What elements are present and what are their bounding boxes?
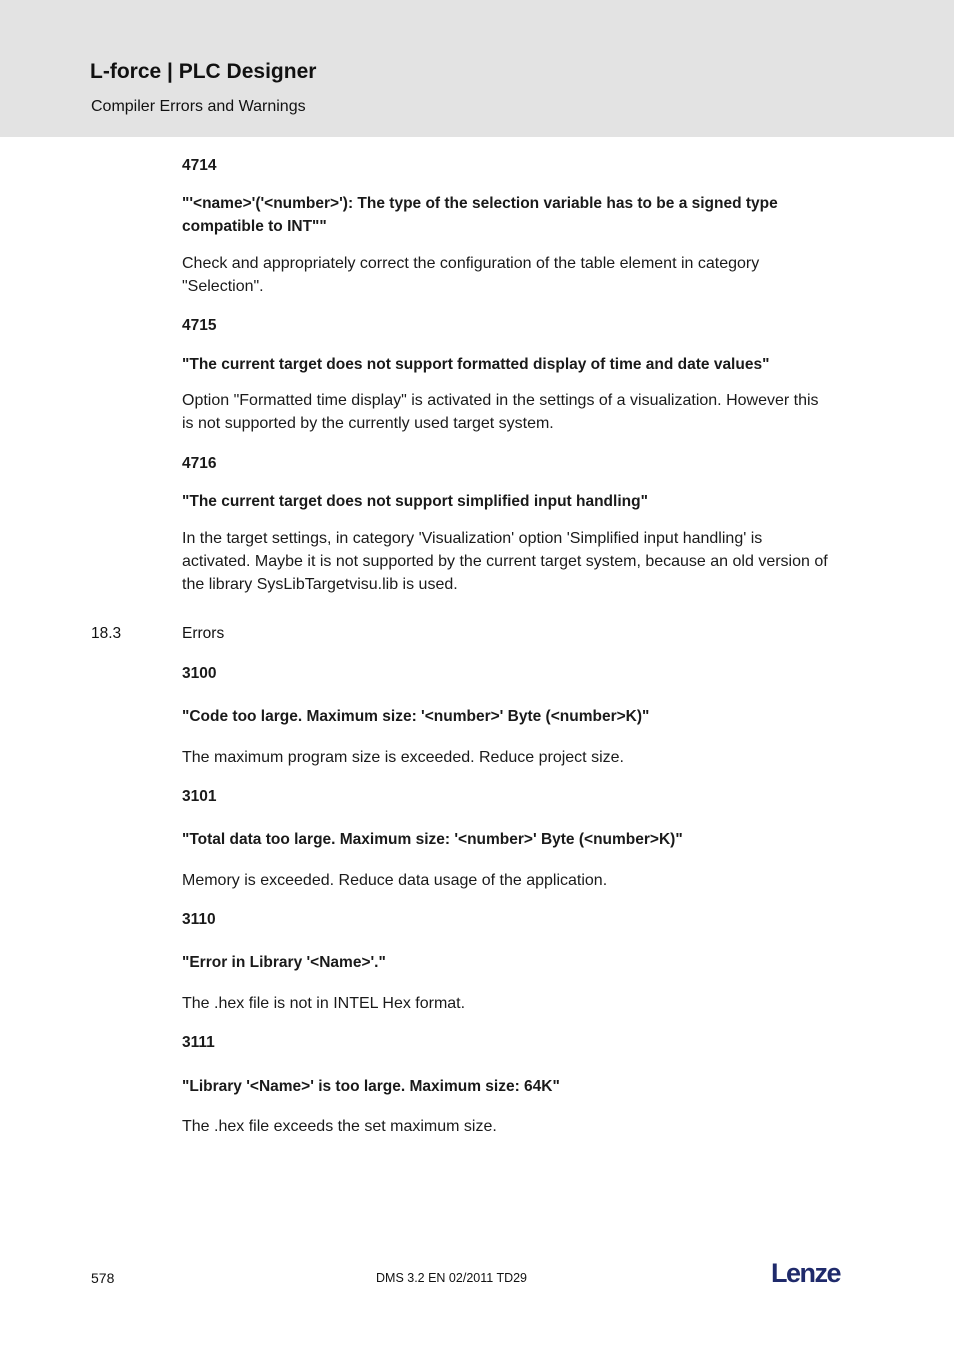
error-message: "Library '<Name>' is too large. Maximum size: 64K"	[182, 1078, 560, 1095]
warning-message: "'<name>'('<number>'): The type of the selection variable has to be a signed type compatible to INT""	[182, 195, 778, 235]
warning-description: Option "Formatted time display" is activated in the settings of a visualization. However this is not supported by the currently used target system.	[182, 392, 819, 432]
error-description: The .hex file is not in INTEL Hex format.	[182, 995, 466, 1012]
error-message: "Code too large. Maximum size: '<number>' Byte (<number>K)"	[182, 708, 650, 725]
document-title: L-force | PLC Designer	[90, 60, 317, 83]
section-title: Errors	[182, 625, 225, 642]
error-message: "Error in Library '<Name>'."	[182, 954, 386, 971]
warning-code: 4715	[182, 317, 217, 334]
error-code: 3100	[182, 665, 217, 682]
warning-description: Check and appropriately correct the configuration of the table element in category "Selection".	[182, 255, 760, 295]
error-code: 3101	[182, 788, 217, 805]
warning-message: "The current target does not support simplified input handling"	[182, 493, 648, 510]
chapter-subtitle: Compiler Errors and Warnings	[91, 98, 306, 115]
warning-message: "The current target does not support formatted display of time and date values"	[182, 356, 770, 373]
lenze-logo	[771, 1259, 851, 1287]
lenze-logo-text: Lenze	[771, 1259, 841, 1287]
document-id: DMS 3.2 EN 02/2011 TD29	[376, 1271, 528, 1285]
warning-description: In the target settings, in category 'Visualization' option 'Simplified input handling' is activated. Maybe it is not supported by the current target system, because an old version of the library SysLibTargetvisu.lib is used.	[182, 530, 828, 593]
error-description: The maximum program size is exceeded. Reduce project size.	[182, 749, 624, 766]
error-code: 3110	[182, 911, 216, 928]
page-header	[0, 0, 954, 137]
section-number: 18.3	[91, 625, 122, 642]
warning-code: 4716	[182, 455, 217, 472]
warning-code: 4714	[182, 157, 217, 174]
error-description: The .hex file exceeds the set maximum size.	[182, 1118, 497, 1135]
error-description: Memory is exceeded. Reduce data usage of the application.	[182, 872, 608, 889]
page-number: 578	[91, 1270, 115, 1286]
error-message: "Total data too large. Maximum size: '<number>' Byte (<number>K)"	[182, 831, 683, 848]
error-code: 3111	[182, 1034, 215, 1051]
